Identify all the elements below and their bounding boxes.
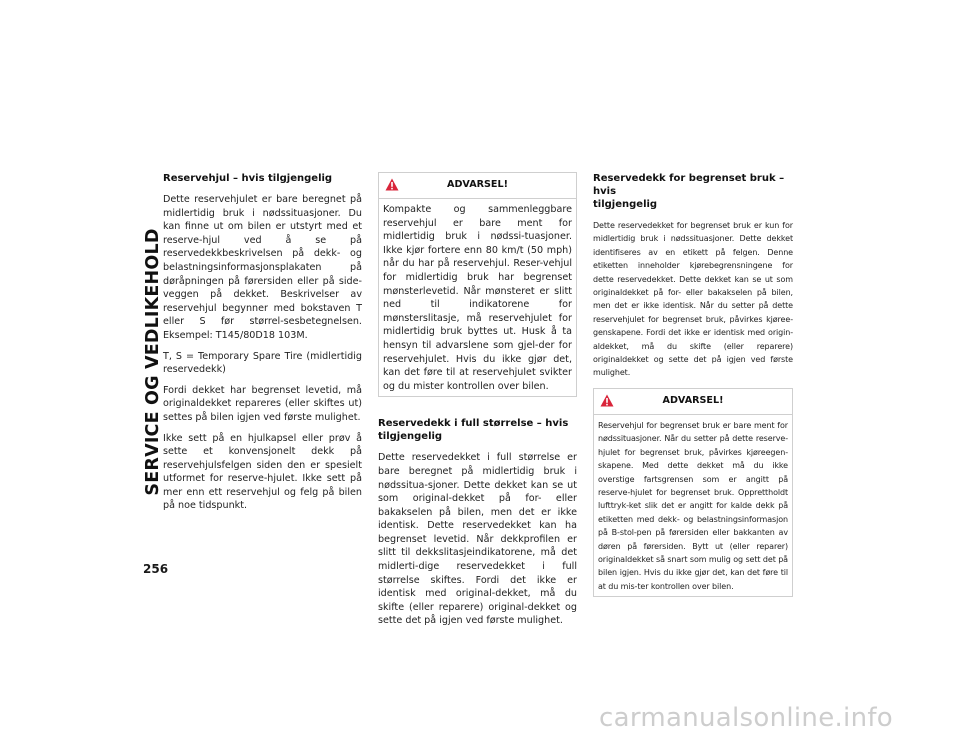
section-side-title (142, 172, 164, 552)
warning-body (594, 415, 792, 596)
column-3 (593, 172, 793, 617)
heading-spare-wheel: Reservehjul – hvis tilgjengelig (163, 173, 333, 184)
paragraph: Dette reservehjulet er bare beregnet på midlertidig bruk i nødssituasjoner. Du kan finne ut om bilen er utstyrt med et reserve-hjul ved å se på reservedekkbeskrivelsen på dekk- og belastningsinformasjonsplakaten på døråpningen på førersiden eller på side-veggen på dekket. Beskrivelser av reservehjul begynner med bokstaven T eller S før størrel-sesbetegnelsen. Eksempel: T145/80D18 103M. (163, 194, 362, 341)
warning-text: Kompakte og sammenleggbare reservehjul er bare ment for midlertidig bruk i nødssi-tuasjoner. Ikke kjør fortere enn 80 km/t (50 mph) når du har på reservehjul. Reser-vehjul for midlertidig bruk har begrenset mønsterlevetid. Når mønsteret er slitt ned til indikatorene for mønsterslitasje, må reservehjulet for midlertidig bruk byttes ut. Husk å ta hensyn til advarslene som gjel-der for reservehjulet. Hvis du ikke gjør det, kan det føre til at reservehjulet svikter og du mister kontrollen over bilen. (383, 204, 572, 392)
heading-limited-use-spare (593, 172, 793, 211)
warning-box (593, 388, 793, 597)
paragraph: T, S = Temporary Spare Tire (midlertidig reservedekk) (163, 350, 362, 376)
watermark: carmanualsonline.info (599, 703, 894, 733)
warning-box (378, 172, 577, 397)
heading-line: Reservedekk i full størrelse – hvis (378, 418, 569, 430)
section-title-text: SERVICE OG VEDLIKEHOLD (143, 228, 163, 496)
warning-text: Reservehjul for begrenset bruk er bare ment for nødssituasjoner. Når du setter på dette reserve-hjulet for begrenset bruk, påvirkes kjøreegen-skapene. Med dette dekket må du ikke overstige fartsgrensen som er angitt på reserve-hjulet for begrenset bruk. Opprettholdt lufttryk-ket slik det er angitt for kalde dekk på etiketten med dekk- og belastningsinformasjon på B-stol-pen på førersiden eller bakkanten av døren på førersiden. Bytt ut (eller reparer) originaldekket så snart som mulig og sett det på bilen igjen. Hvis du ikke gjør det, kan det føre til at du mis-ter kontrollen over bilen. (598, 420, 788, 591)
paragraph: Ikke sett på en hjulkapsel eller prøv å sette et konvensjonelt dekk på reservehjulsfelgen siden den er spesielt utformet for reserve-hjulet. Ikke sett på mer enn ett reservehjul og felg på bilen på noe tidspunkt. (163, 432, 362, 512)
warning-title: ADVARSEL! (447, 179, 508, 190)
heading-line: Reservedekk for begrenset bruk – hvis (593, 173, 785, 197)
warning-body (379, 199, 576, 396)
paragraph: Dette reservedekket i full størrelse er bare beregnet på midlertidig bruk i nødssitua-sjoner. Dette dekket kan se ut som original-dekket på for- eller bakakselen på bilen, men det er ikke identisk. Dette reservedekket kan ha begrenset levetid. Når dekkprofilen er slitt til dekkslitasjeindikatorene, må det midlerti-dige reservedekket i full størrelse skiftes. Fordi det ikke er identisk med original-dekket, må du skifte (eller reparere) original-dekket og sette det på igjen ved første mulighet. (378, 452, 577, 627)
heading-full-size-spare (378, 417, 577, 443)
column-1 (163, 172, 362, 520)
paragraph: Fordi dekket har begrenset levetid, må originaldekket repareres (eller skiftes ut) settes på bilen igjen ved første mulighet. (163, 384, 362, 423)
page-number: 256 (143, 562, 169, 576)
paragraph: Dette reservedekket for begrenset bruk er kun for midlertidig bruk i nødssituasjoner. Dette dekket identifiseres av en etikett på felgen. Denne etiketten inneholder kjørebegrensningene for dette reservedekket. Dette dekket kan se ut som originaldekket på for- eller bakakselen på bilen, men det er ikke identisk. Når du setter på dette reservehjulet for begrenset bruk, påvirkes kjøree-genskapene. Fordi det ikke er identisk med origin-aldekket, må du skifte (eller reparere) originaldekket og sette det på igjen ved første mulighet. (593, 221, 793, 378)
warning-header (379, 173, 576, 199)
warning-header (594, 389, 792, 415)
heading-line: tilgjengelig (378, 431, 443, 443)
heading-line: tilgjengelig (593, 199, 658, 210)
warning-title: ADVARSEL! (662, 394, 724, 406)
column-2 (378, 172, 577, 635)
